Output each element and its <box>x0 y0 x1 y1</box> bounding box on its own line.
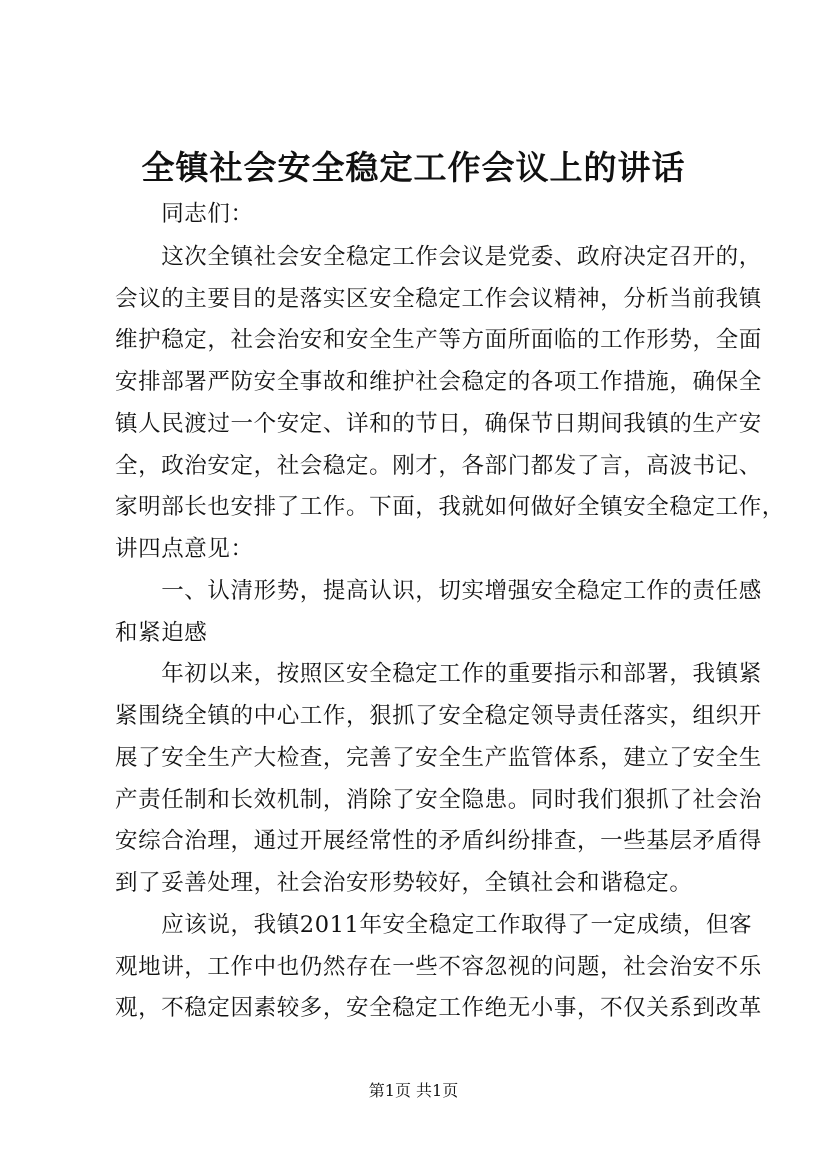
document-title: 全镇社会安全稳定工作会议上的讲话 <box>141 148 686 187</box>
paragraph-line: 维护稳定，社会治安和安全生产等方面所面临的工作形势，全面 <box>115 327 762 353</box>
page-number-footer: 第1页 共1页 <box>368 1081 459 1100</box>
paragraph-line: 同志们： <box>115 201 254 227</box>
paragraph-line: 这次全镇社会安全稳定工作会议是党委、政府决定召开的， <box>115 244 762 270</box>
paragraph-line: 会议的主要目的是落实区安全稳定工作会议精神，分析当前我镇 <box>115 286 762 312</box>
paragraph-line: 应该说，我镇2011年安全稳定工作取得了一定成绩，但客 <box>115 912 753 938</box>
paragraph-line: 安综合治理，通过开展经常性的矛盾纠纷排查，一些基层矛盾得 <box>115 828 762 854</box>
section-heading-line: 和紧迫感 <box>115 620 208 646</box>
paragraph-line: 观地讲，工作中也仍然存在一些不容忽视的问题，社会治安不乐 <box>115 954 762 980</box>
paragraph-line: 年初以来，按照区安全稳定工作的重要指示和部署，我镇紧 <box>115 661 762 687</box>
paragraph-line: 镇人民渡过一个安定、详和的节日，确保节日期间我镇的生产安 <box>115 411 762 437</box>
paragraph-line: 讲四点意见： <box>115 536 254 562</box>
paragraph-line: 展了安全生产大检查，完善了安全生产监管体系，建立了安全生 <box>115 745 762 771</box>
paragraph-line: 观，不稳定因素较多，安全稳定工作绝无小事，不仅关系到改革 <box>115 995 762 1021</box>
paragraph-line: 到了妥善处理，社会治安形势较好，全镇社会和谐稳定。 <box>115 870 693 896</box>
paragraph-line: 产责任制和长效机制，消除了安全隐患。同时我们狠抓了社会治 <box>115 787 762 813</box>
paragraph-line: 安排部署严防安全事故和维护社会稳定的各项工作措施，确保全 <box>115 369 762 395</box>
paragraph-line: 家明部长也安排了工作。下面，我就如何做好全镇安全稳定工作， <box>115 494 785 520</box>
paragraph-line: 全，政治安定，社会稳定。刚才，各部门都发了言，高波书记、 <box>115 453 762 479</box>
section-heading-line: 一、认清形势，提高认识，切实增强安全稳定工作的责任感 <box>115 578 762 604</box>
paragraph-line: 紧围绕全镇的中心工作，狠抓了安全稳定领导责任落实，组织开 <box>115 703 762 729</box>
